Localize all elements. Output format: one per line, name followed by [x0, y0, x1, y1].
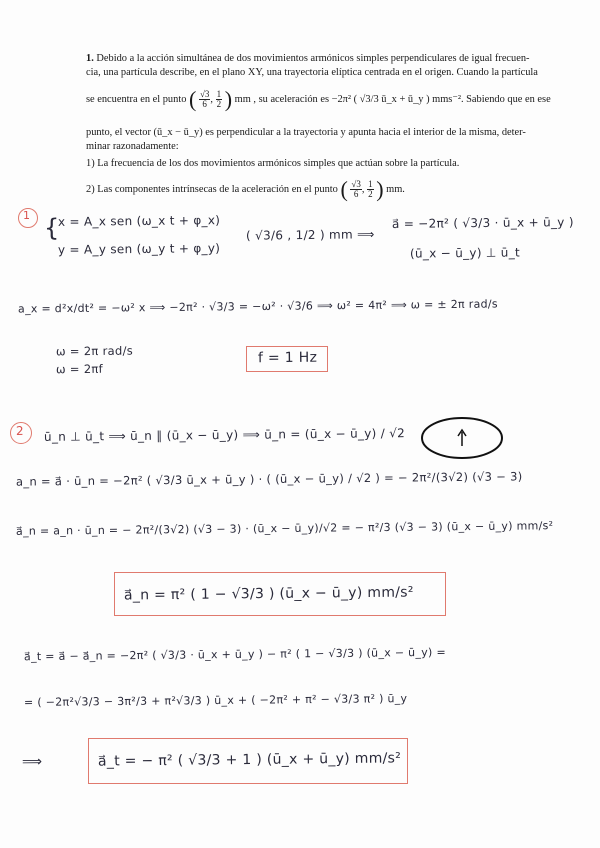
implies-arrow-icon: ⟹	[21, 753, 43, 771]
question-2-unit: mm.	[386, 183, 405, 195]
point-y-fraction: $\frac{1}{2}$	[216, 89, 222, 109]
point-x-fraction: $\frac{√3}{6}$	[199, 89, 210, 109]
sol2-normal-vector: a⃗_n = a_n · ū_n = − 2π²/(3√2) (√3 − 3) · (ū_x − ū_y)/√2 = − π²/3 (√3 − 3) (ū_x − ū_y) mm/s²	[15, 519, 554, 538]
brace-icon: {	[44, 214, 60, 242]
question-2: 2) Las componentes intrínsecas de la aceleración en el punto ( $\frac{√3}{6}$ , $\frac{1}{2}$ ) mm.	[86, 176, 405, 202]
question-1: 1) La frecuencia de los dos movimientos armónicos simples que actúan sobre la partícula.	[86, 158, 460, 169]
problem-text-3b: mm , su aceleración es	[234, 93, 329, 105]
q2-point-x-fraction: $\frac{√3}{6}$	[351, 179, 361, 199]
sol1-perpendicular: (ū_x − ū_y) ⊥ ū_t	[409, 245, 521, 261]
sol2-tangential-derivation: a⃗_t = a⃗ − a⃗_n = −2π² ( √3/3 · ū_x + ū_y ) − π² ( 1 − √3/3 ) (ū_x − ū_y) =	[23, 645, 446, 664]
problem-line-2: cia, una partícula describe, en el plano XY, una trayectoria elíptica centrada en el origen. Cuando la partícula	[86, 67, 538, 78]
result-normal-acceleration: a⃗_n = π² ( 1 − √3/3 ) (ū_x − ū_y) mm/s²	[123, 584, 414, 604]
sol1-x-equation: x = A_x sen (ω_x t + φ_x)	[57, 213, 221, 229]
part-1-marker: 1	[22, 208, 31, 223]
question-2-text: 2) Las componentes intrínsecas de la aceleración en el punto	[86, 183, 338, 195]
sol2-tangential-components: = ( −2π²√3/3 − 3π²/3 + π²√3/3 ) ū_x + ( −2π² + π² − √3/3 π² ) ū_y	[23, 691, 408, 710]
result-tangential-acceleration: a⃗_t = − π² ( √3/3 + 1 ) (ū_x + ū_y) mm/s²	[97, 750, 402, 770]
part-2-marker: 2	[15, 423, 25, 439]
sol1-point: ( √3/6 , 1/2 ) mm ⟹	[245, 227, 375, 243]
problem-text-3a: se encuentra en el punto	[86, 93, 187, 105]
sol1-acceleration: a⃗ = −2π² ( √3/3 · ū_x + ū_y )	[391, 215, 574, 231]
problem-line-5: minar razonadamente:	[86, 141, 179, 152]
problem-text-1: Debido a la acción simultánea de dos movimientos armónicos simples perpendiculares de igual frecuen-	[96, 53, 530, 64]
result-frequency: f = 1 Hz	[257, 349, 318, 367]
acceleration-expression: −2π² ( √3/3 ū_x + ū_y ) mms⁻²	[331, 93, 461, 105]
problem-line-3: se encuentra en el punto ( $\frac{√3}{6}$ , $\frac{1}{2}$ ) mm , su aceleración es −2π² ( √3/3 ū_x + ū_y ) mms⁻². Sabiendo que en ese	[86, 86, 551, 112]
problem-number: 1.	[86, 53, 94, 64]
sol2-normal-component: a_n = a⃗ · ū_n = −2π² ( √3/3 ū_x + ū_y ) · ( (ū_x − ū_y) / √2 ) = − 2π²/(3√2) (√3 − 3)	[15, 469, 523, 489]
sol2-normal-unit: ū_n ⊥ ū_t ⟹ ū_n ∥ (ū_x − ū_y) ⟹ ū_n = (ū_x − ū_y) / √2	[43, 426, 406, 444]
q2-point-y-fraction: $\frac{1}{2}$	[368, 179, 373, 199]
sol1-omega: ω = 2π rad/s	[55, 343, 134, 359]
problem-text-3c: . Sabiendo que en ese	[460, 93, 551, 105]
sol1-omega-relation: ω = 2πf	[55, 361, 104, 377]
sol1-ax-derivation: a_x = d²x/dt² = −ω² x ⟹ −2π² · √3/3 = −ω² · √3/6 ⟹ ω² = 4π² ⟹ ω = ± 2π rad/s	[17, 297, 498, 316]
sol1-y-equation: y = A_y sen (ω_y t + φ_y)	[57, 241, 221, 257]
problem-line-4: punto, el vector (ū_x − ū_y) es perpendicular a la trayectoria y apunta hacia el interior de la misma, deter-	[86, 127, 526, 138]
